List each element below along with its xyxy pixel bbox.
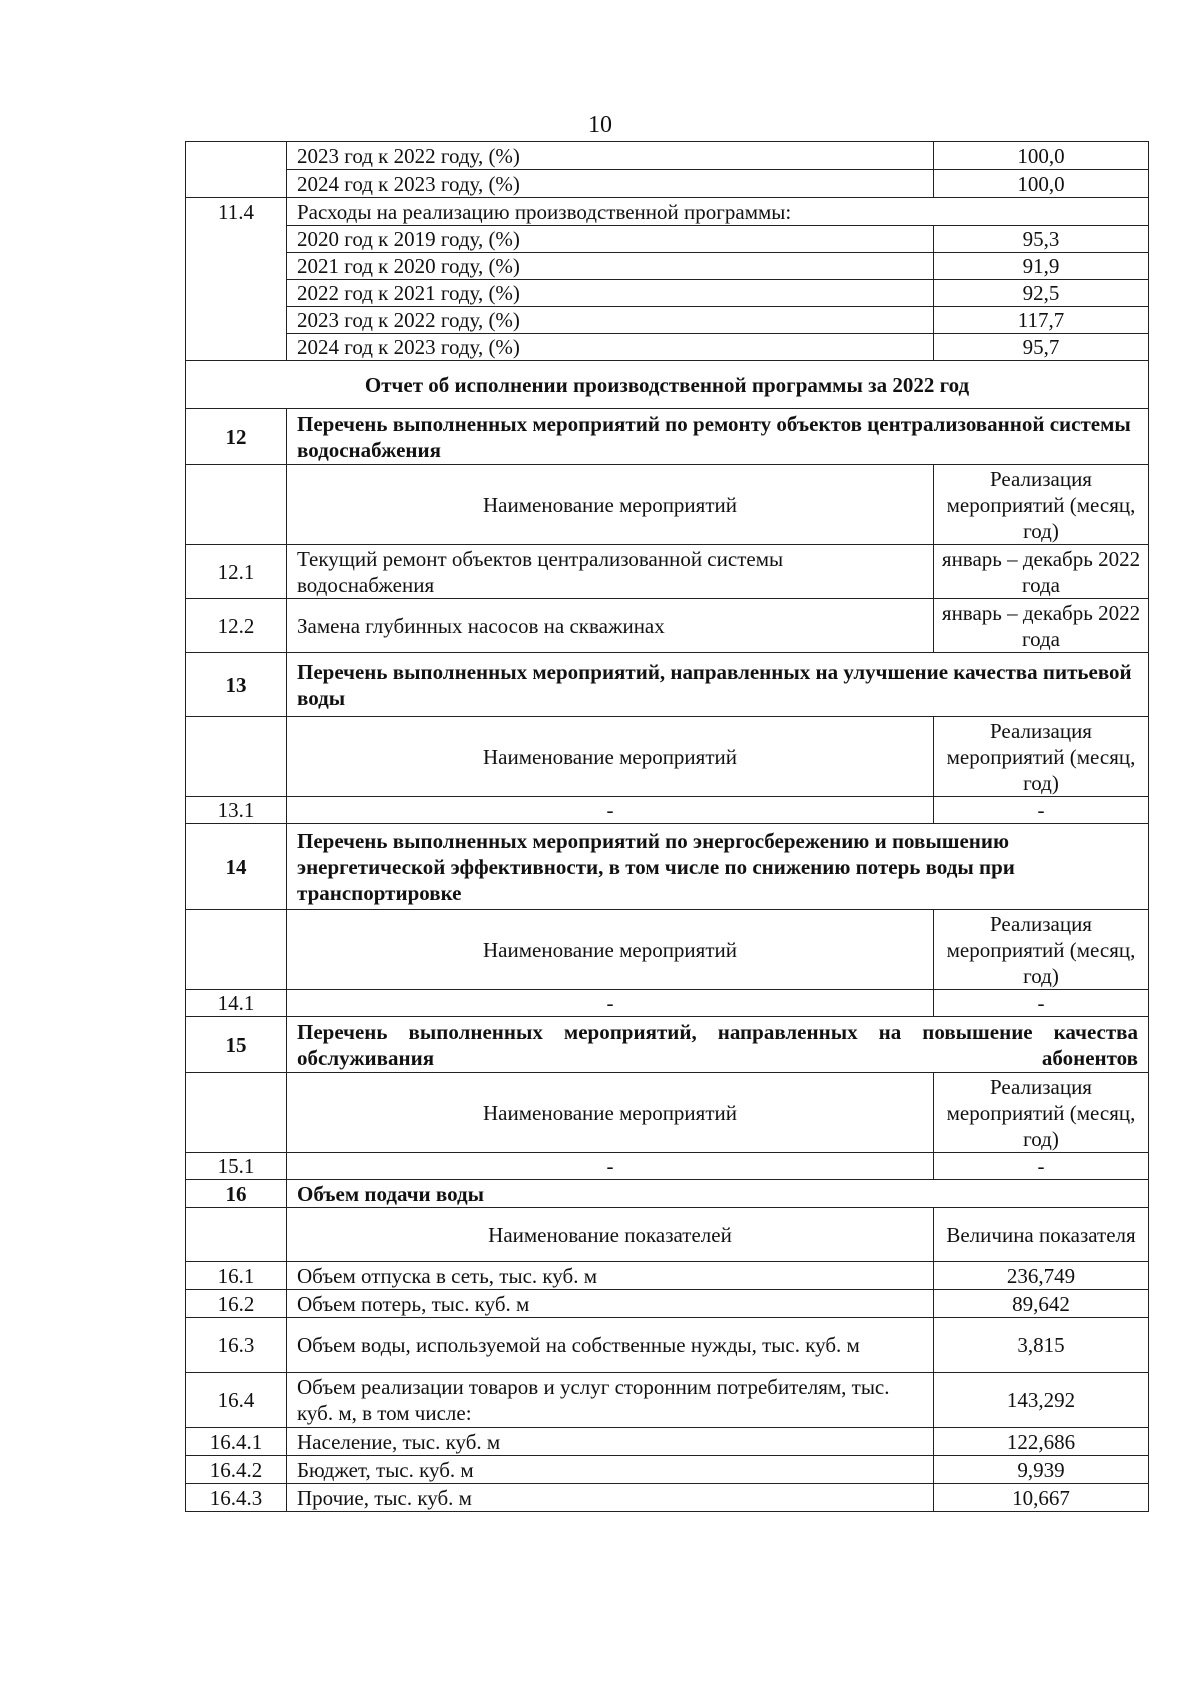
- row-name: -: [287, 797, 934, 824]
- section-number: 14: [186, 824, 287, 910]
- row-name: Замена глубинных насосов на скважинах: [287, 599, 934, 653]
- table-row: [186, 990, 1149, 1017]
- section-title: Перечень выполненных мероприятий, направленных на повышение качества обслуживания абонентов: [287, 1017, 1149, 1073]
- row-name: 2023 год к 2022 году, (%): [287, 307, 934, 334]
- row-value: 100,0: [934, 170, 1149, 198]
- column-header-name: Наименование мероприятий: [287, 465, 934, 545]
- row-name: Объем реализации товаров и услуг сторонним потребителям, тыс. куб. м, в том числе:: [287, 1373, 934, 1428]
- row-number: 16.2: [186, 1290, 287, 1318]
- row-name: Объем потерь, тыс. куб. м: [287, 1290, 934, 1318]
- table-row: [186, 1318, 1149, 1373]
- row-name: 2020 год к 2019 году, (%): [287, 226, 934, 253]
- row-value: 10,667: [934, 1484, 1149, 1512]
- section-title: Расходы на реализацию производственной программы:: [287, 198, 1149, 226]
- table-row: [186, 226, 1149, 253]
- section-title: Перечень выполненных мероприятий по энергосбережению и повышению энергетической эффективности, в том числе по снижению потерь воды при транспортировке: [287, 824, 1149, 910]
- row-number: 16.4.2: [186, 1456, 287, 1484]
- column-header-name: Наименование показателей: [287, 1208, 934, 1262]
- row-name: Объем отпуска в сеть, тыс. куб. м: [287, 1262, 934, 1290]
- row-name: Объем воды, используемой на собственные нужды, тыс. куб. м: [287, 1318, 934, 1373]
- row-value: 89,642: [934, 1290, 1149, 1318]
- row-number: 14.1: [186, 990, 287, 1017]
- row-name: 2023 год к 2022 году, (%): [287, 142, 934, 170]
- row-number: 12.2: [186, 599, 287, 653]
- row-name: Прочие, тыс. куб. м: [287, 1484, 934, 1512]
- row-name: Бюджет, тыс. куб. м: [287, 1456, 934, 1484]
- section-title: Объем подачи воды: [287, 1180, 1149, 1208]
- table-row: [186, 142, 1149, 170]
- empty-cell: [186, 226, 287, 253]
- row-value: -: [934, 990, 1149, 1017]
- table-row: [186, 334, 1149, 361]
- empty-cell: [186, 280, 287, 307]
- section-header-row: [186, 824, 1149, 910]
- empty-cell: [186, 465, 287, 545]
- page-number: 10: [588, 112, 612, 138]
- row-value: январь – декабрь 2022 года: [934, 599, 1149, 653]
- column-header-row: [186, 910, 1149, 990]
- table-row: [186, 1428, 1149, 1456]
- section-header-row: [186, 1180, 1149, 1208]
- row-name: 2021 год к 2020 году, (%): [287, 253, 934, 280]
- column-header-row: [186, 465, 1149, 545]
- column-header-name: Наименование мероприятий: [287, 1073, 934, 1153]
- section-header-row: [186, 409, 1149, 465]
- table-row: [186, 253, 1149, 280]
- row-number: 12.1: [186, 545, 287, 599]
- column-header-value: Реализация мероприятий (месяц, год): [934, 910, 1149, 990]
- row-value: 9,939: [934, 1456, 1149, 1484]
- empty-cell: [186, 1208, 287, 1262]
- row-number: 13.1: [186, 797, 287, 824]
- section-number: 11.4: [186, 198, 287, 226]
- row-value: 122,686: [934, 1428, 1149, 1456]
- empty-cell: [186, 307, 287, 334]
- column-header-value: Реализация мероприятий (месяц, год): [934, 1073, 1149, 1153]
- section-number: 16: [186, 1180, 287, 1208]
- row-name: 2022 год к 2021 году, (%): [287, 280, 934, 307]
- empty-cell: [186, 253, 287, 280]
- row-value: 117,7: [934, 307, 1149, 334]
- row-number: 16.4: [186, 1373, 287, 1428]
- table-row: [186, 599, 1149, 653]
- row-value: -: [934, 1153, 1149, 1180]
- row-name: 2024 год к 2023 году, (%): [287, 334, 934, 361]
- table-row: [186, 307, 1149, 334]
- row-name: Текущий ремонт объектов централизованной системы водоснабжения: [287, 545, 934, 599]
- section-header-row: [186, 653, 1149, 717]
- column-header-name: Наименование мероприятий: [287, 910, 934, 990]
- section-title: Перечень выполненных мероприятий по ремонту объектов централизованной системы водоснабжения: [287, 409, 1149, 465]
- column-header-row: [186, 1208, 1149, 1262]
- row-value: 95,7: [934, 334, 1149, 361]
- row-name: Население, тыс. куб. м: [287, 1428, 934, 1456]
- table-row: [186, 170, 1149, 198]
- table-row: [186, 280, 1149, 307]
- row-name: 2024 год к 2023 году, (%): [287, 170, 934, 198]
- table-row: [186, 1153, 1149, 1180]
- section-number: 15: [186, 1017, 287, 1073]
- row-number: 16.4.1: [186, 1428, 287, 1456]
- table-row: [186, 1290, 1149, 1318]
- row-value: 3,815: [934, 1318, 1149, 1373]
- empty-cell: [186, 717, 287, 797]
- row-value: 92,5: [934, 280, 1149, 307]
- table-row: [186, 1262, 1149, 1290]
- column-header-row: [186, 1073, 1149, 1153]
- column-header-value: Реализация мероприятий (месяц, год): [934, 465, 1149, 545]
- row-value: январь – декабрь 2022 года: [934, 545, 1149, 599]
- row-number: 16.1: [186, 1262, 287, 1290]
- section-number: 13: [186, 653, 287, 717]
- column-header-value: Реализация мероприятий (месяц, год): [934, 717, 1149, 797]
- report-title-row: [186, 361, 1149, 409]
- empty-cell: [186, 334, 287, 361]
- row-name: -: [287, 1153, 934, 1180]
- row-number: 15.1: [186, 1153, 287, 1180]
- empty-cell: [186, 1073, 287, 1153]
- section-header-row: [186, 1017, 1149, 1073]
- section-title: Перечень выполненных мероприятий, направленных на улучшение качества питьевой воды: [287, 653, 1149, 717]
- column-header-name: Наименование мероприятий: [287, 717, 934, 797]
- row-value: 100,0: [934, 142, 1149, 170]
- section-header-row: [186, 198, 1149, 226]
- row-value: 143,292: [934, 1373, 1149, 1428]
- section-number: 12: [186, 409, 287, 465]
- table-row: [186, 1456, 1149, 1484]
- row-number: [186, 142, 287, 170]
- row-number: 16.3: [186, 1318, 287, 1373]
- table-row: [186, 797, 1149, 824]
- table-row: [186, 1484, 1149, 1512]
- row-value: 95,3: [934, 226, 1149, 253]
- column-header-row: [186, 717, 1149, 797]
- row-value: 91,9: [934, 253, 1149, 280]
- column-header-value: Величина показателя: [934, 1208, 1149, 1262]
- row-name: -: [287, 990, 934, 1017]
- report-title: Отчет об исполнении производственной программы за 2022 год: [186, 361, 1149, 409]
- row-value: -: [934, 797, 1149, 824]
- row-number: [186, 170, 287, 198]
- row-number: 16.4.3: [186, 1484, 287, 1512]
- row-value: 236,749: [934, 1262, 1149, 1290]
- production-program-table: [185, 141, 1149, 1512]
- empty-cell: [186, 910, 287, 990]
- table-row: [186, 545, 1149, 599]
- table-row: [186, 1373, 1149, 1428]
